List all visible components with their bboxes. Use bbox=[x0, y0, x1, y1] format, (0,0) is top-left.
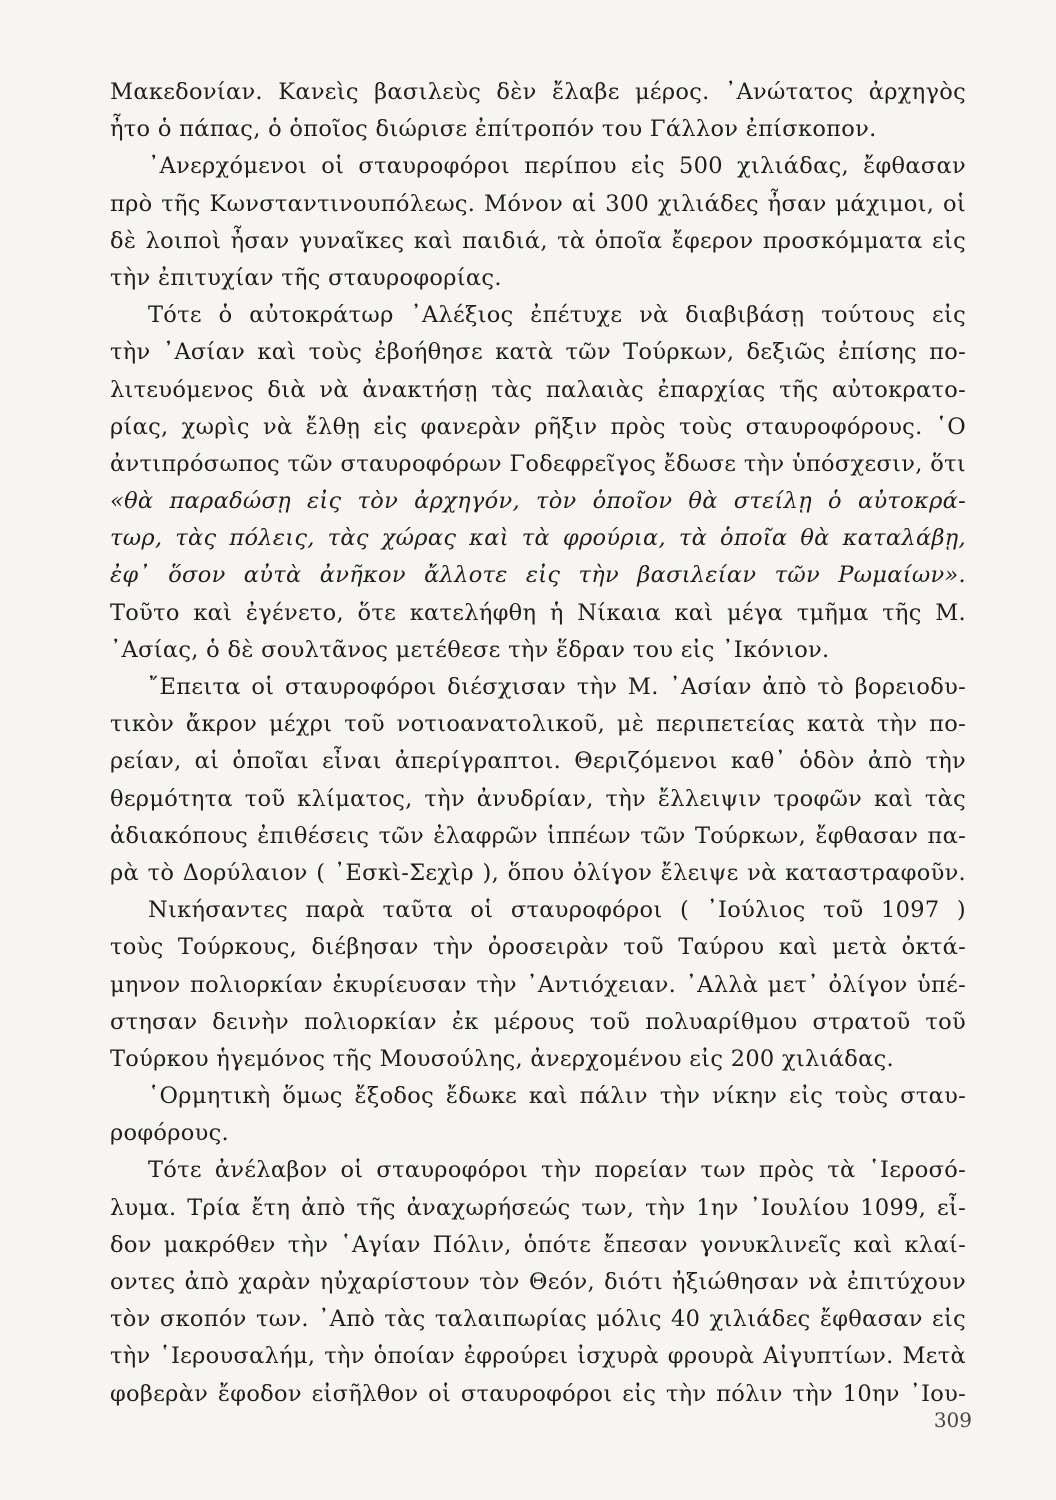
text-line: λιτευόμενος διὰ νὰ ἀνακτήσῃ τὰς παλαιὰς ἐπαρχίας τῆς αὐτοκρατο- bbox=[110, 376, 966, 403]
text-line: τοὺς Τούρκους, διέβησαν τὴν ὀροσειρὰν τοῦ Ταύρου καὶ μετὰ ὀκτά- bbox=[110, 934, 966, 961]
text-line: τικὸν ἄκρον μέχρι τοῦ νοτιοανατολικοῦ, μὲ περιπετείας κατὰ τὴν πο- bbox=[110, 711, 966, 738]
text-line: ρὰ τὸ Δορύλαιον ( ᾿Εσκὶ-Σεχὶρ ), ὅπου ὀλίγον ἔλειψε νὰ καταστραφοῦν. bbox=[110, 859, 966, 886]
text-line: οντες ἀπὸ χαρὰν ηὐχαρίστουν τὸν Θεόν, διότι ἠξιώθησαν νὰ ἐπιτύχουν bbox=[110, 1269, 966, 1295]
text-line: ἐφ᾿ ὅσον αὐτὰ ἀνῆκον ἄλλοτε εἰς τὴν βασιλείαν τῶν Ρωμαίων». bbox=[110, 562, 966, 589]
text-line: ῎Επειτα οἱ σταυροφόροι διέσχισαν τὴν Μ. ᾿Ασίαν ἀπὸ τὸ βορειοδυ- bbox=[148, 674, 966, 700]
text-line: θερμότητα τοῦ κλίματος, τὴν ἀνυδρίαν, τὴν ἔλλειψιν τροφῶν καὶ τὰς bbox=[110, 785, 966, 812]
text-line: ᾿Ασίας, ὁ δὲ σουλτᾶνος μετέθεσε τὴν ἕδραν του εἰς ᾿Ικόνιον. bbox=[110, 636, 830, 663]
text-line: Τότε ἀνέλαβον οἱ σταυροφόροι τὴν πορείαν των πρὸς τὰ ῾Ιεροσό- bbox=[148, 1157, 966, 1184]
text-line: ρίας, χωρὶς νὰ ἔλθῃ εἰς φανερὰν ρῆξιν πρὸς τοὺς σταυροφόρους. ῾Ο bbox=[110, 413, 966, 440]
text-line: φοβερὰν ἔφοδον εἰσῆλθον οἱ σταυροφόροι εἰς τὴν πόλιν τὴν 10ην ᾿Ιου- bbox=[110, 1380, 966, 1407]
text-line: ἦτο ὁ πάπας, ὁ ὁποῖος διώρισε ἐπίτροπόν του Γάλλον ἐπίσκοπον. bbox=[110, 116, 877, 143]
text-line: ἀντιπρόσωπος τῶν σταυροφόρων Γοδεφρεῖγος ἔδωσε τὴν ὑπόσχεσιν, ὅτι bbox=[110, 450, 966, 477]
text-line: Τούρκου ἡγεμόνος τῆς Μουσούλης, ἀνερχομένου εἰς 200 χιλιάδας. bbox=[110, 1045, 894, 1072]
text-line: τὴν ἐπιτυχίαν τῆς σταυροφορίας. bbox=[110, 264, 502, 291]
text-line: τὴν ᾿Ασίαν καὶ τοὺς ἐβοήθησε κατὰ τῶν Τούρκων, δεξιῶς ἐπίσης πο- bbox=[110, 339, 966, 366]
text-line: λυμα. Τρία ἔτη ἀπὸ τῆς ἀναχωρήσεώς των, τὴν 1ην ᾿Ιουλίου 1099, εἶ- bbox=[110, 1194, 966, 1221]
text-line: τὸν σκοπόν των. ᾿Απὸ τὰς ταλαιπωρίας μόλις 40 χιλιάδες ἔφθασαν εἰς bbox=[110, 1306, 966, 1333]
text-line: τὴν ῾Ιερουσαλήμ, τὴν ὁποίαν ἐφρούρει ἰσχυρὰ φρουρὰ Αἰγυπτίων. Μετὰ bbox=[110, 1343, 966, 1370]
text-line: ἀδιακόπους ἐπιθέσεις τῶν ἐλαφρῶν ἱππέων τῶν Τούρκων, ἔφθασαν πα- bbox=[110, 822, 966, 849]
text-line: ᾿Ανερχόμενοι οἱ σταυροφόροι περίπου εἰς 500 χιλιάδας, ἔφθασαν bbox=[148, 153, 966, 180]
text-line: δον μακρόθεν τὴν ῾Αγίαν Πόλιν, ὁπότε ἔπεσαν γονυκλινεῖς καὶ κλαί- bbox=[110, 1231, 966, 1258]
text-line: δὲ λοιποὶ ἦσαν γυναῖκες καὶ παιδιά, τὰ ὁποῖα ἔφερον προσκόμματα εἰς bbox=[110, 227, 966, 254]
text-line: Μακεδονίαν. Κανεὶς βασιλεὺς δὲν ἔλαβε μέρος. ᾿Ανώτατος ἀρχηγὸς bbox=[110, 79, 966, 105]
text-line: πρὸ τῆς Κωνσταντινουπόλεως. Μόνον αἱ 300 χιλιάδες ἦσαν μάχιμοι, οἱ bbox=[110, 190, 966, 217]
text-line: ῾Ορμητικὴ ὅμως ἔξοδος ἔδωκε καὶ πάλιν τὴν νίκην εἰς τοὺς σταυ- bbox=[148, 1083, 966, 1110]
text-line: στησαν δεινὴν πολιορκίαν ἐκ μέρους τοῦ πολυαρίθμου στρατοῦ τοῦ bbox=[110, 1008, 966, 1035]
text-line: Νικήσαντες παρὰ ταῦτα οἱ σταυροφόροι ( ᾿Ιούλιος τοῦ 1097 ) bbox=[148, 897, 966, 924]
page-text bbox=[110, 74, 966, 1413]
text-line: μηνον πολιορκίαν ἐκυρίευσαν τὴν ᾿Αντιόχειαν. ᾿Αλλὰ μετ᾿ ὀλίγον ὑπέ- bbox=[110, 971, 966, 998]
text-line: τωρ, τὰς πόλεις, τὰς χώρας καὶ τὰ φρούρια, τὰ ὁποῖα θὰ καταλάβῃ, bbox=[110, 525, 966, 552]
text-line: Τοῦτο καὶ ἐγένετο, ὅτε κατελήφθη ἡ Νίκαια καὶ μέγα τμῆμα τῆς Μ. bbox=[110, 599, 966, 626]
text-line: Τότε ὁ αὐτοκράτωρ ᾿Αλέξιος ἐπέτυχε νὰ διαβιβάσῃ τούτους εἰς bbox=[148, 302, 966, 329]
text-line: «θὰ παραδώσῃ εἰς τὸν ἀρχηγόν, τὸν ὁποῖον θὰ στείλῃ ὁ αὐτοκρά- bbox=[110, 488, 966, 515]
page-number: 309 bbox=[933, 1408, 972, 1432]
text-line: ροφόρους. bbox=[110, 1120, 229, 1147]
text-line: ρείαν, αἱ ὁποῖαι εἶναι ἀπερίγραπτοι. Θεριζόμενοι καθ᾿ ὁδὸν ἀπὸ τὴν bbox=[110, 748, 966, 775]
